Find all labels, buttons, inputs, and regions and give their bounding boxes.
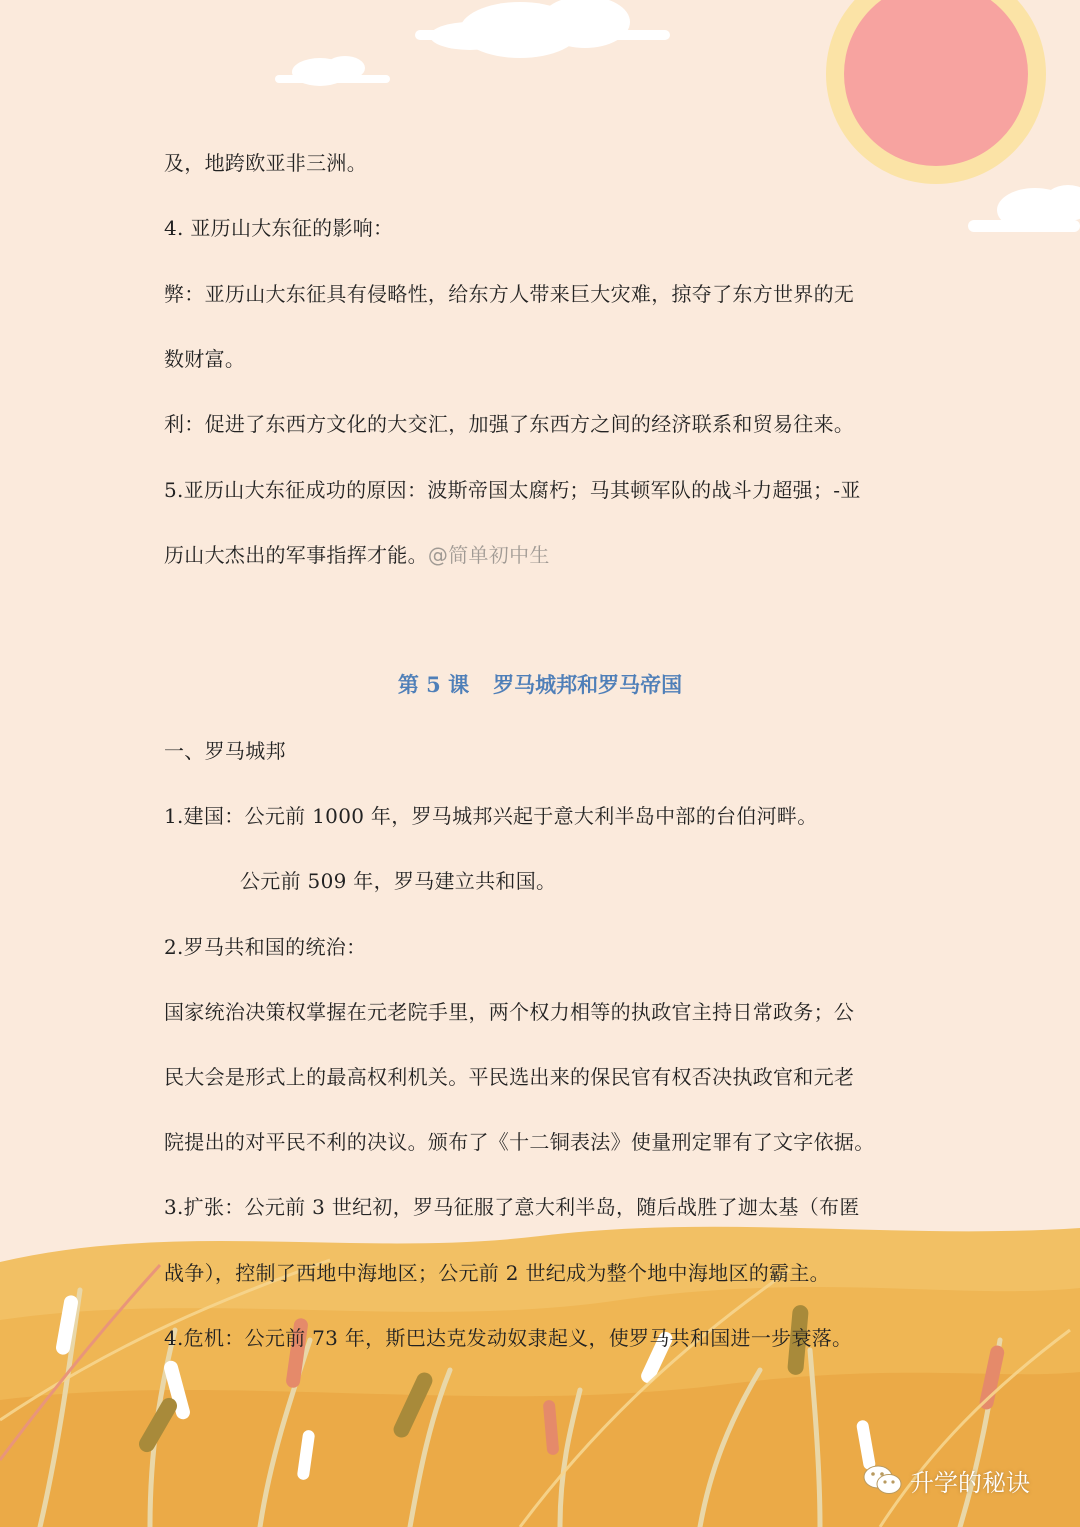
text-line: 弊：亚历山大东征具有侵略性，给东方人带来巨大灾难，掠夺了东方世界的无	[164, 282, 855, 306]
text-line: 4.危机：公元前 73 年，斯巴达克发动奴隶起义，使罗马共和国进一步衰落。	[164, 1326, 853, 1350]
text-span: 历山大杰出的军事指挥才能。	[164, 543, 428, 567]
text-line: 及，地跨欧亚非三洲。	[164, 151, 367, 175]
text-line: 5.亚历山大东征成功的原因：波斯帝国太腐朽；马其顿军队的战斗力超强；-亚	[164, 478, 861, 502]
text-line: 国家统治决策权掌握在元老院手里，两个权力相等的执政官主持日常政务；公	[164, 1000, 855, 1024]
author-handle: @简单初中生	[427, 543, 550, 567]
text-line: 2.罗马共和国的统治：	[164, 935, 367, 959]
text-line: 数财富。	[164, 347, 246, 371]
text-line: 4. 亚历山大东征的影响：	[164, 216, 394, 240]
lesson-heading	[0, 670, 1080, 700]
account-watermark	[862, 1460, 1030, 1500]
lesson-number: 第 5 课	[397, 672, 470, 697]
lesson-title: 罗马城邦和罗马帝国	[493, 672, 683, 697]
section-heading: 一、罗马城邦	[164, 739, 286, 763]
text-line	[164, 540, 924, 570]
text-line: 民大会是形式上的最高权利机关。平民选出来的保民官有权否决执政官和元老	[164, 1065, 855, 1089]
text-line: 战争），控制了西地中海地区；公元前 2 世纪成为整个地中海地区的霸主。	[164, 1261, 830, 1285]
account-name: 升学的秘诀	[910, 1468, 1030, 1497]
text-line: 1.建国：公元前 1000 年，罗马城邦兴起于意大利半岛中部的台伯河畔。	[164, 804, 818, 828]
text-line: 利：促进了东西方文化的大交汇，加强了东西方之间的经济联系和贸易往来。	[164, 412, 855, 436]
text-line: 公元前 509 年，罗马建立共和国。	[240, 869, 557, 893]
wechat-icon	[862, 1463, 904, 1497]
text-line: 院提出的对平民不利的决议。颁布了《十二铜表法》使量刑定罪有了文字依据。	[164, 1130, 875, 1154]
text-line: 3.扩张：公元前 3 世纪初，罗马征服了意大利半岛，随后战胜了迦太基（布匿	[164, 1195, 860, 1219]
